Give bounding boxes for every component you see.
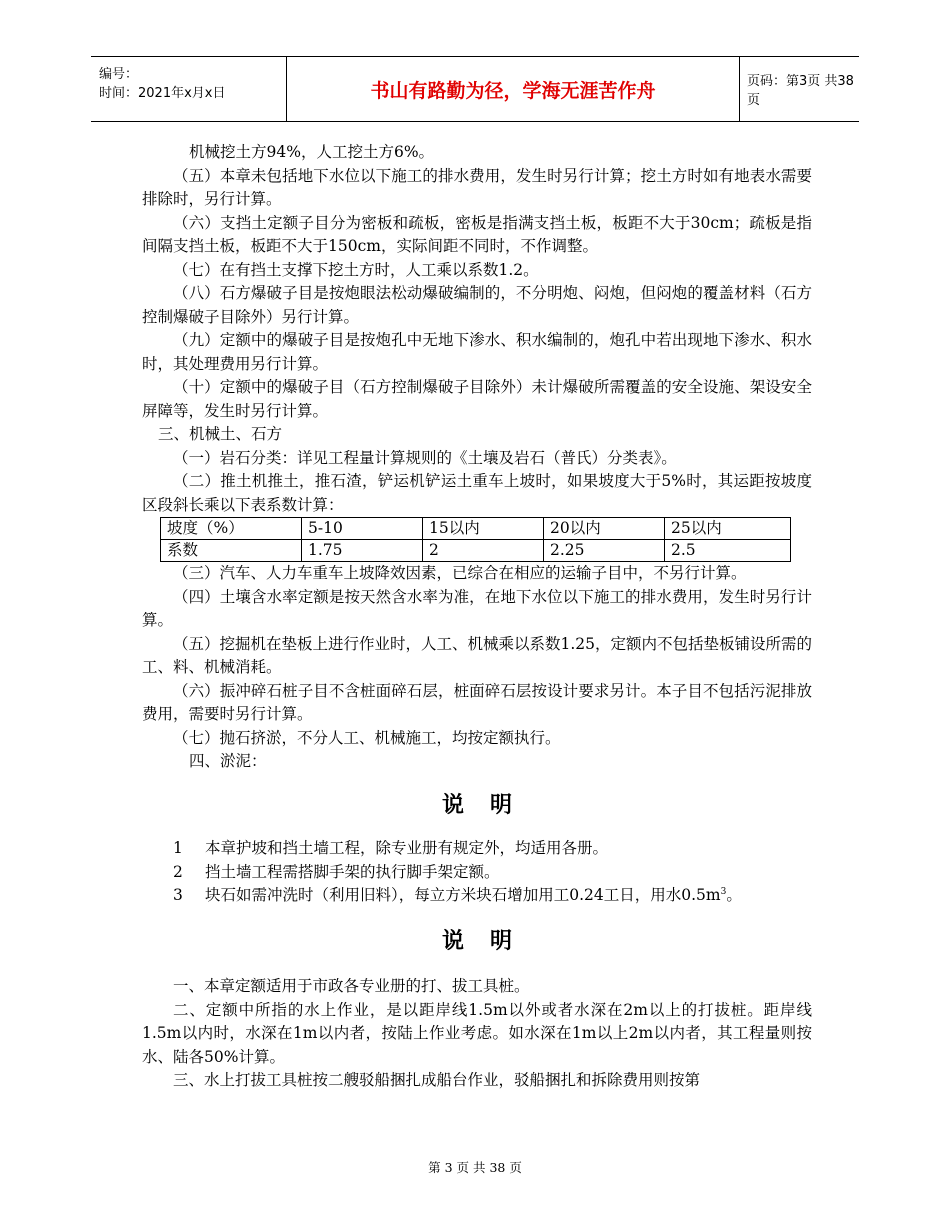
note-item bbox=[142, 837, 812, 861]
paragraph: （十）定额中的爆破子目（石方控制爆破子目除外）未计爆破所需覆盖的安全设施、架设安全屏障等，发生时另行计算。 bbox=[142, 378, 812, 420]
table-cell: 15以内 bbox=[423, 518, 544, 540]
paragraph: 机械挖土方94%，人工挖土方6%。 bbox=[189, 143, 435, 161]
paragraph: 三、水上打拔工具桩按二艘驳船捆扎成船台作业，驳船捆扎和拆除费用则按第 bbox=[173, 1071, 701, 1089]
paragraph: 一、本章定额适用于市政各专业册的打、拔工具桩。 bbox=[173, 977, 530, 995]
note-text: 块石如需冲洗时（利用旧料），每立方米块石增加用工0.24工日，用水0.5m bbox=[205, 886, 721, 904]
section-heading: 三、机械土、石方 bbox=[158, 425, 283, 443]
paragraph: （二）推土机推土，推石渣，铲运机铲运土重车上坡时，如果坡度大于5%时，其运距按坡度区段斜长乘以下表系数计算： bbox=[142, 472, 812, 514]
slope-coefficient-table bbox=[160, 517, 791, 562]
paragraph: （九）定额中的爆破子目是按炮孔中无地下渗水、积水编制的，炮孔中若出现地下渗水、积水时，其处理费用另行计算。 bbox=[142, 331, 812, 373]
note-item bbox=[142, 861, 812, 885]
section-heading: 四、淤泥： bbox=[189, 752, 267, 770]
page-header bbox=[91, 56, 859, 122]
table-cell: 2.25 bbox=[544, 540, 665, 562]
paragraph: （八）石方爆破子目是按炮眼法松动爆破编制的，不分明炮、闷炮，但闷炮的覆盖材料（石方控制爆破子目除外）另行计算。 bbox=[142, 284, 812, 326]
paragraph: （六）支挡土定额子目分为密板和疏板，密板是指满支挡土板，板距不大于30cm；疏板是指间隔支挡土板，板距不大于150cm，实际间距不同时，不作调整。 bbox=[142, 213, 812, 255]
table-row bbox=[161, 518, 791, 540]
note-text: 本章护坡和挡土墙工程，除专业册有规定外，均适用各册。 bbox=[205, 839, 609, 857]
superscript: 3 bbox=[720, 886, 727, 897]
code-label: 编号： bbox=[99, 67, 139, 82]
note-tail: 。 bbox=[726, 886, 742, 904]
table-cell: 20以内 bbox=[544, 518, 665, 540]
header-meta bbox=[91, 57, 286, 121]
section-title: 说明 bbox=[441, 927, 538, 954]
paragraph: （一）岩石分类：详见工程量计算规则的《土壤及岩石（普氏）分类表》。 bbox=[173, 448, 677, 467]
section-title: 说明 bbox=[441, 791, 538, 818]
table-cell: 坡度（%） bbox=[161, 518, 302, 540]
paragraph: （五）挖掘机在垫板上进行作业时，人工、机械乘以系数1.25，定额内不包括垫板铺设所需的工、料、机械消耗。 bbox=[142, 634, 813, 676]
table-cell: 2 bbox=[423, 540, 544, 562]
paragraph: （七）抛石挤淤，不分人工、机械施工，均按定额执行。 bbox=[173, 728, 561, 747]
paragraph: （六）振冲碎石桩子目不含桩面碎石层，桩面碎石层按设计要求另计。本子目不包括污泥排放费用，需要时另行计算。 bbox=[142, 681, 812, 723]
paragraph: 二、定额中所指的水上作业，是以距岸线1.5m以外或者水深在2m以上的打拔桩。距岸线1.5m以内时，水深在1m以内者，按陆上作业考虑。如水深在1m以上2m以内者，其工程量则按水、陆各50%计算。 bbox=[142, 1000, 812, 1066]
page-footer: 第 3 页 共 38 页 bbox=[428, 1160, 522, 1175]
paragraph: （五）本章未包括地下水位以下施工的排水费用，发生时另行计算；挖土方时如有地表水需要排除时，另行计算。 bbox=[142, 166, 812, 208]
table-cell: 2.5 bbox=[665, 540, 791, 562]
time-label: 时间：2021年x月x日 bbox=[99, 86, 226, 101]
table-cell: 5-10 bbox=[302, 518, 423, 540]
paragraph: （四）土壤含水率定额是按天然含水率为准，在地下水位以下施工的排水费用，发生时另行计算。 bbox=[142, 587, 812, 629]
note-number: 2 bbox=[173, 862, 183, 881]
paragraph: （三）汽车、人力车重车上坡降效因素，已综合在相应的运输子目中，不另行计算。 bbox=[173, 564, 747, 582]
note-number: 1 bbox=[173, 839, 183, 857]
header-page-label: 页码：第3页 共38页 bbox=[747, 74, 854, 108]
note-number: 3 bbox=[173, 886, 183, 904]
table-cell: 系数 bbox=[161, 540, 302, 562]
note-text: 挡土墙工程需搭脚手架的执行脚手架定额。 bbox=[205, 862, 500, 881]
table-cell: 25以内 bbox=[665, 518, 791, 540]
note-item bbox=[142, 884, 812, 908]
table-row bbox=[161, 540, 791, 562]
document-body bbox=[142, 141, 812, 1093]
header-motto: 书山有路勤为径，学海无涯苦作舟 bbox=[286, 57, 740, 121]
table-cell: 1.75 bbox=[302, 540, 423, 562]
paragraph: （七）在有挡土支撑下挖土方时，人工乘以系数1.2。 bbox=[173, 260, 539, 279]
